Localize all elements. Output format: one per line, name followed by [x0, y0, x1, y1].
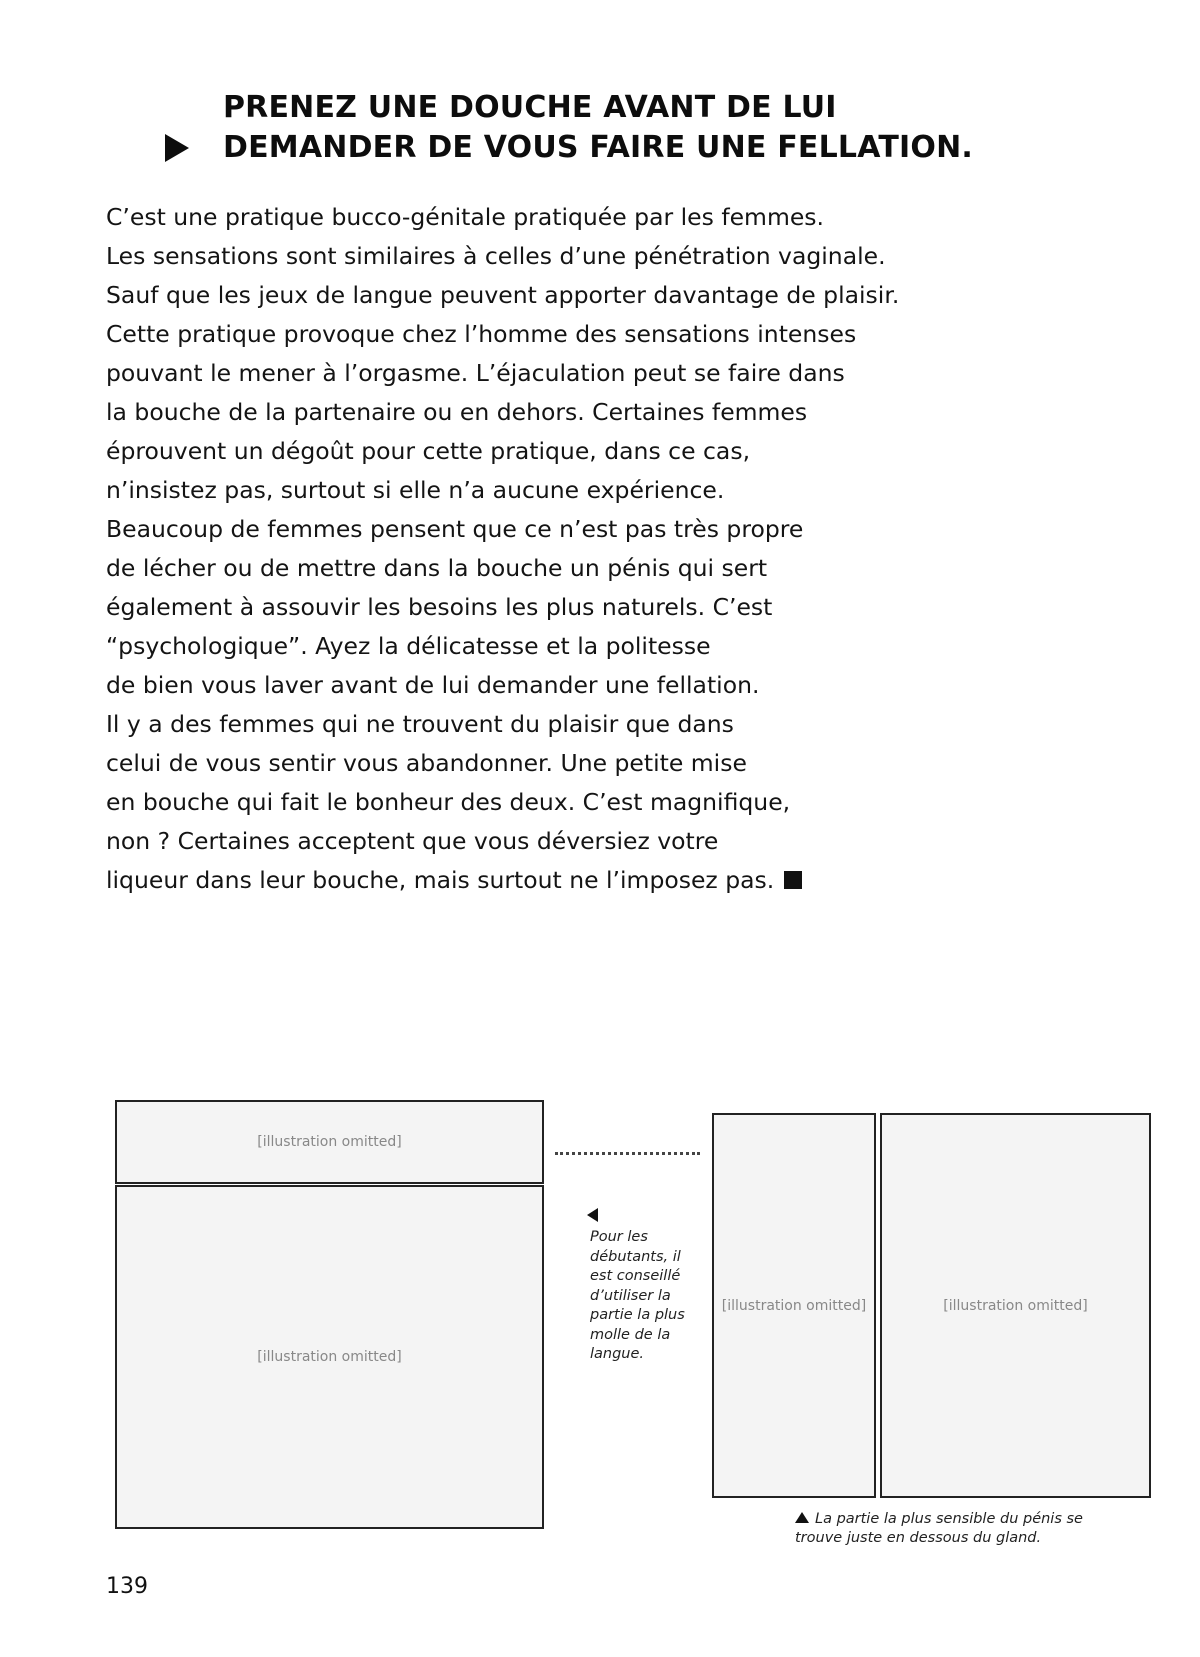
placeholder-text: [illustration omitted] [943, 1297, 1088, 1314]
up-triangle-icon [795, 1512, 809, 1523]
body-line [106, 861, 1066, 900]
body-line: éprouvent un dégoût pour cette pratique, dans ce cas, [106, 437, 751, 465]
dotted-leader-line [555, 1152, 700, 1155]
placeholder-text: [illustration omitted] [257, 1134, 402, 1150]
illustration-panel-2 [115, 1185, 544, 1529]
side-caption: Pour les débutants, il est conseillé d’utiliser la partie la plus molle de la langue. [590, 1229, 685, 1362]
placeholder-text: [illustration omitted] [721, 1297, 867, 1314]
body-line: Il y a des femmes qui ne trouvent du plaisir que dans [106, 710, 734, 738]
body-text [106, 198, 1066, 900]
body-line: Les sensations sont similaires à celles d’une pénétration vaginale. [106, 242, 886, 270]
body-line: n’insistez pas, surtout si elle n’a aucune expérience. [106, 476, 725, 504]
heading-line-2: DEMANDER DE VOUS FAIRE UNE FELLATION. [223, 130, 973, 165]
heading-line-2-row [165, 128, 1065, 168]
illustration-panel-4 [880, 1113, 1151, 1498]
placeholder-text: [illustration omitted] [257, 1349, 402, 1365]
illustration-panel-3 [712, 1113, 876, 1498]
body-line: pouvant le mener à l’orgasme. L’éjaculation peut se faire dans [106, 359, 845, 387]
bottom-caption-text: La partie la plus sensible du pénis se trouve juste en dessous du gland. [795, 1511, 1083, 1546]
triangle-bullet-icon [165, 134, 189, 162]
left-arrow-icon [587, 1208, 598, 1222]
illustration-panel-1 [115, 1100, 544, 1184]
body-line: de bien vous laver avant de lui demander une fellation. [106, 671, 760, 699]
body-line: “psychologique”. Ayez la délicatesse et la politesse [106, 632, 711, 660]
page-number: 139 [106, 1574, 148, 1599]
heading-line-1: PRENEZ UNE DOUCHE AVANT DE LUI [223, 90, 837, 125]
bottom-caption [795, 1510, 1115, 1548]
body-line: celui de vous sentir vous abandonner. Une petite mise [106, 749, 747, 777]
body-line: Cette pratique provoque chez l’homme des sensations intenses [106, 320, 857, 348]
body-line: Sauf que les jeux de langue peuvent apporter davantage de plaisir. [106, 281, 900, 309]
body-line: C’est une pratique bucco-génitale pratiquée par les femmes. [106, 203, 825, 231]
body-line-last: liqueur dans leur bouche, mais surtout ne l’imposez pas. [106, 866, 775, 894]
section-heading [165, 88, 1065, 168]
body-line: la bouche de la partenaire ou en dehors. Certaines femmes [106, 398, 808, 426]
body-line: non ? Certaines acceptent que vous déversiez votre [106, 827, 719, 855]
body-line: également à assouvir les besoins les plus naturels. C’est [106, 593, 773, 621]
end-square-icon [784, 871, 802, 889]
body-line: Beaucoup de femmes pensent que ce n’est pas très propre [106, 515, 804, 543]
body-line: de lécher ou de mettre dans la bouche un pénis qui sert [106, 554, 768, 582]
body-line: en bouche qui fait le bonheur des deux. C’est magnifique, [106, 788, 791, 816]
